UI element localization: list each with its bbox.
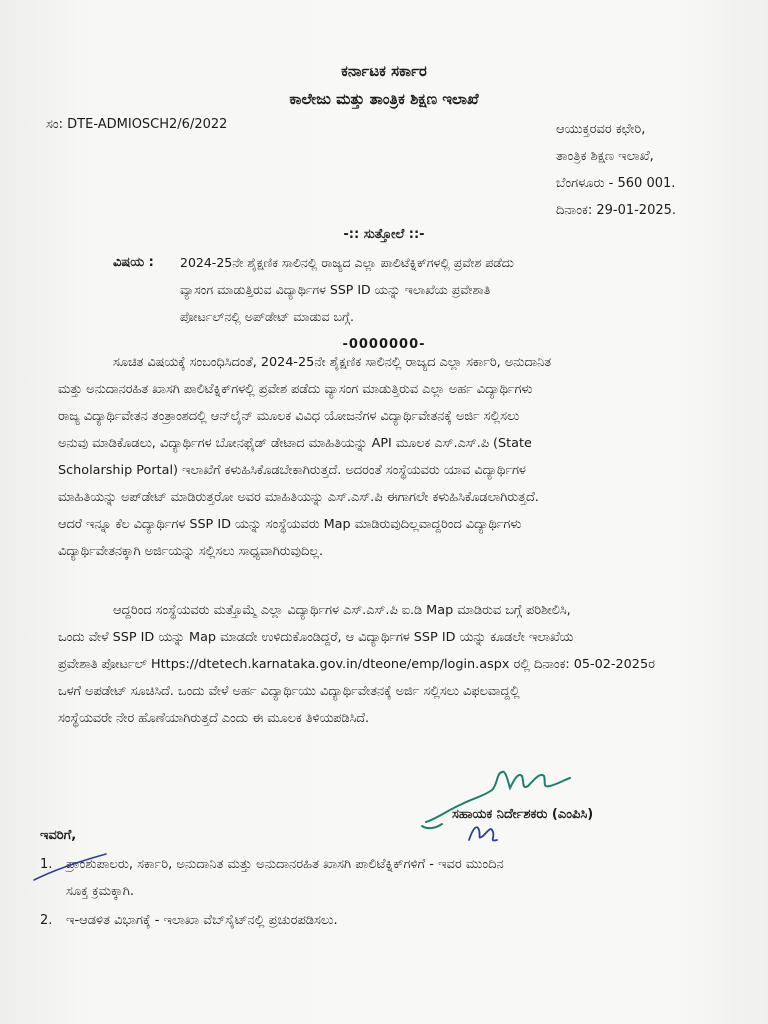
paragraph-2-line: ಪ್ರವೇಶಾತಿ ಪೋರ್ಟಲ್ Https://dtetech.karnataka.gov.in/dteone/emp/login.aspx ರಲ್ಲಿ ದಿನಾಂಕ: 05-02-2025ರ — [58, 657, 655, 672]
recipient-2-line-1: ಇ-ಆಡಳಿತ ವಿಭಾಗಕ್ಕೆ - ಇಲಾಖಾ ವೆಬ್‌ಸೈಟ್‌ನಲ್ಲಿ ಪ್ರಚುರಪಡಿಸಲು. — [66, 913, 338, 928]
recipient-number: 2. — [40, 913, 53, 928]
document-date: ದಿನಾಂಕ: 29-01-2025. — [556, 203, 677, 218]
reference-number: ಸಂ: DTE-ADMIOSCH2/6/2022 — [46, 117, 228, 132]
paragraph-1-line: ಅನುವು ಮಾಡಿಕೊಡಲು, ವಿದ್ಯಾರ್ಥಿಗಳ ಬೋನಫೈಡ್ ಡೇಟಾದ ಮಾಹಿತಿಯನ್ನು API ಮೂಲಕ ಎಸ್.ಎಸ್.ಪಿ (State — [58, 436, 532, 451]
signatory-title: ಸಹಾಯಕ ನಿರ್ದೇಶಕರು (ಎಂಪಿಸಿ) — [452, 807, 594, 822]
paragraph-2-line: ಆದ್ದರಿಂದ ಸಂಸ್ಥೆಯವರು ಮತ್ತೊಮ್ಮೆ ಎಲ್ಲಾ ವಿದ್ಯಾರ್ಥಿಗಳ ಎಸ್.ಎಸ್.ಪಿ ಐ.ಡಿ Map ಮಾಡಿರುವ ಬಗ್ಗೆ ಪರಿಶೀಲಿಸಿ, — [113, 603, 571, 618]
address-line-1: ಆಯುಕ್ತರವರ ಕಛೇರಿ, — [556, 122, 646, 137]
paragraph-1-line: ಆದರೆ ಇನ್ನೂ ಕೆಲ ವಿದ್ಯಾರ್ಥಿಗಳ SSP ID ಯನ್ನು ಸಂಸ್ಥೆಯವರು Map ಮಾಡಿರುವುದಿಲ್ಲವಾದ್ದರಿಂದ ವಿದ್ಯಾರ್ಥಿಗಳು — [58, 517, 522, 532]
separator: -0000000- — [342, 337, 426, 352]
paragraph-1-line: ಮಾಹಿತಿಯನ್ನು ಅಪ್‌ಡೇಟ್ ಮಾಡಿರುತ್ತರೋ ಅವರ ಮಾಹಿತಿಯನ್ನು ಎಸ್.ಎಸ್.ಪಿ ಈಗಾಗಲೇ ಕಳುಹಿಸಿಕೊಡಲಾಗಿರುತ್ತದೆ. — [58, 490, 539, 505]
initials-mark — [465, 818, 501, 846]
recipient-number: 1. — [40, 857, 53, 872]
paragraph-1-line: ವಿದ್ಯಾರ್ಥಿವೇತನಕ್ಕಾಗಿ ಅರ್ಜಿಯನ್ನು ಸಲ್ಲಿಸಲು ಸಾಧ್ಯವಾಗಿರುವುದಿಲ್ಲ. — [58, 544, 324, 559]
paragraph-2-line: ಒಳಗೆ ಅಪಡೇಟ್ ಸೂಚಿಸಿದೆ. ಒಂದು ವೇಳೆ ಅರ್ಹ ವಿದ್ಯಾರ್ಥಿಯು ವಿದ್ಯಾರ್ಥಿವೇತನಕ್ಕೆ ಅರ್ಜಿ ಸಲ್ಲಿಸಲು ವಿಫಲವಾದ್ದಲ್ಲಿ — [58, 684, 520, 699]
paragraph-1-line: ರಾಜ್ಯ ವಿದ್ಯಾರ್ಥಿವೇತನ ತಂತ್ರಾಂಶದಲ್ಲಿ ಆನ್‌ಲೈನ್ ಮೂಲಕ ವಿವಿಧ ಯೋಜನೆಗಳ ವಿದ್ಯಾರ್ಥಿವೇತನಕ್ಕೆ ಅರ್ಜಿ ಸಲ್ಲಿಸಲು — [58, 409, 520, 424]
address-line-3: ಬೆಂಗಳೂರು - 560 001. — [556, 176, 676, 191]
department-heading: ಕಾಲೇಜು ಮತ್ತು ತಾಂತ್ರಿಕ ಶಿಕ್ಷಣ ಇಲಾಖೆ — [289, 90, 479, 108]
subject-line-2: ವ್ಯಾಸಂಗ ಮಾಡುತ್ತಿರುವ ವಿದ್ಯಾರ್ಥಿಗಳ SSP ID ಯನ್ನು ಇಲಾಖೆಯ ಪ್ರವೇಶಾತಿ — [180, 282, 491, 297]
circular-title: -:: ಸುತ್ತೋಲೆ ::- — [343, 227, 425, 242]
paragraph-2-line: ಸಂಸ್ಥೆಯವರೇ ನೇರ ಹೊಣೆಯಾಗಿರುತ್ತದೆ ಎಂದು ಈ ಮೂಲಕ ತಿಳಿಯಪಡಿಸಿದೆ. — [58, 711, 370, 726]
recipient-1-line-1: ಪ್ರಾಂಶುಪಾಲರು, ಸರ್ಕಾರಿ, ಅನುದಾನಿತ ಮತ್ತು ಅನುದಾನರಹಿತ ಖಾಸಗಿ ಪಾಲಿಟೆಕ್ನಿಕ್‌ಗಳಿಗೆ - ಇವರ ಮುಂದಿನ — [66, 857, 504, 872]
subject-label: ವಿಷಯ : — [113, 255, 154, 270]
address-line-2: ತಾಂತ್ರಿಕ ಶಿಕ್ಷಣ ಇಲಾಖೆ, — [556, 149, 654, 164]
recipient-1-line-2: ಸೂಕ್ತ ಕ್ರಮಕ್ಕಾಗಿ. — [66, 884, 134, 899]
paragraph-2-line: ಒಂದು ವೇಳೆ SSP ID ಯನ್ನು Map ಮಾಡದೇ ಉಳಿದುಕೊಂಡಿದ್ದರೆ, ಆ ವಿದ್ಯಾರ್ಥಿಗಳ SSP ID ಯನ್ನು ಕೂಡಲೇ ಇಲಾಖೆಯ — [58, 630, 574, 645]
government-heading: ಕರ್ನಾಟಕ ಸರ್ಕಾರ — [341, 62, 427, 80]
subject-line-3: ಪೋರ್ಟಲ್‌ನಲ್ಲಿ ಅಪ್‌ಡೇಟ್ ಮಾಡುವ ಬಗ್ಗೆ. — [180, 309, 354, 324]
paragraph-1-line: ಸೂಚಿತ ವಿಷಯಕ್ಕೆ ಸಂಬಂಧಿಸಿದಂತೆ, 2024-25ನೇ ಶೈಕ್ಷಣಿಕ ಸಾಲಿನಲ್ಲಿ ರಾಜ್ಯದ ಎಲ್ಲಾ ಸರ್ಕಾರಿ, ಅನುದಾನಿತ — [113, 355, 552, 370]
recipients-label: ಇವರಿಗೆ, — [40, 828, 77, 843]
subject-line-1: 2024-25ನೇ ಶೈಕ್ಷಣಿಕ ಸಾಲಿನಲ್ಲಿ ರಾಜ್ಯದ ಎಲ್ಲಾ ಪಾಲಿಟೆಕ್ನಿಕ್‌ಗಳಲ್ಲಿ ಪ್ರವೇಶ ಪಡೆದು — [180, 255, 514, 270]
paragraph-1-line: ಮತ್ತು ಅನುದಾನರಹಿತ ಖಾಸಗಿ ಪಾಲಿಟೆಕ್ನಿಕ್‌ಗಳಲ್ಲಿ ಪ್ರವೇಶ ಪಡೆದು ವ್ಯಾಸಂಗ ಮಾಡುತ್ತಿರುವ ಎಲ್ಲಾ ಅರ್ಹ ವಿದ್ಯಾರ್ಥಿಗಳು — [58, 382, 533, 397]
paragraph-1-line: Scholarship Portal) ಇಲಾಖೆಗೆ ಕಳುಹಿಸಿಕೊಡಬೇಕಾಗಿರುತ್ತದೆ. ಅದರಂತೆ ಸಂಸ್ಥೆಯವರು ಯಾವ ವಿದ್ಯಾರ್ಥಿಗಳ — [58, 463, 526, 478]
